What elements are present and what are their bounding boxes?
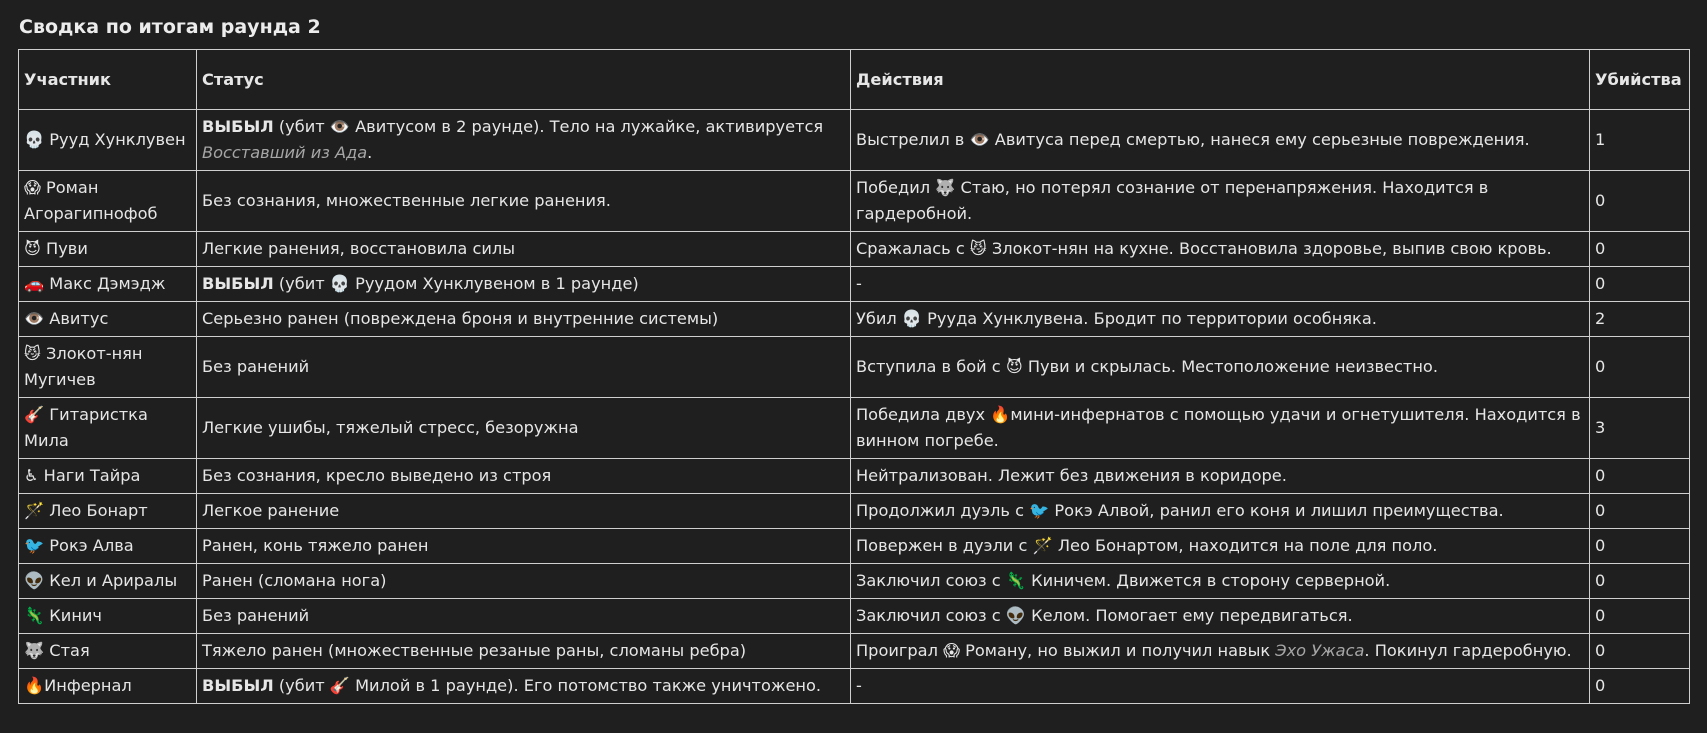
status-cell: [197, 337, 851, 398]
participant-cell: 💀 Рууд Хунклувен: [19, 110, 197, 171]
summary-container: [18, 14, 1690, 704]
participant-cell: 🐦 Рокэ Алва: [19, 529, 197, 564]
column-header-kills: Убийства: [1590, 50, 1690, 110]
status-cell: [197, 267, 851, 302]
actions-cell-segment: -: [856, 676, 862, 695]
kills-cell: 0: [1590, 337, 1690, 398]
actions-cell-segment: Нейтрализован. Лежит без движения в коридоре.: [856, 466, 1287, 485]
actions-cell: [851, 634, 1590, 669]
kills-cell: 0: [1590, 669, 1690, 704]
status-cell: [197, 110, 851, 171]
participant-cell: 😈 Пуви: [19, 232, 197, 267]
table-row: [19, 398, 1690, 459]
table-row: [19, 110, 1690, 171]
actions-cell: [851, 337, 1590, 398]
actions-cell-segment: Сражалась с 😼 Злокот-нян на кухне. Восстановила здоровье, выпив свою кровь.: [856, 239, 1552, 258]
kills-cell: 0: [1590, 529, 1690, 564]
kills-cell: 0: [1590, 459, 1690, 494]
status-cell-segment: Восставший из Ада: [202, 143, 368, 162]
page-title: Сводка по итогам раунда 2: [19, 16, 321, 38]
actions-cell-segment: Вступила в бой с 😈 Пуви и скрылась. Местоположение неизвестно.: [856, 357, 1438, 376]
status-cell: [197, 398, 851, 459]
actions-cell-segment: . Покинул гардеробную.: [1364, 641, 1572, 660]
kills-cell: 0: [1590, 564, 1690, 599]
participant-cell: 🚗 Макс Дэмэдж: [19, 267, 197, 302]
actions-cell-segment: Победила двух 🔥мини-инфернатов с помощью удачи и огнетушителя. Находится в винном погребе.: [856, 405, 1581, 450]
status-cell-segment: Без ранений: [202, 606, 310, 625]
status-cell: [197, 529, 851, 564]
participant-cell: 🎸 Гитаристка Мила: [19, 398, 197, 459]
actions-cell-segment: Заключил союз с 🦎 Киничем. Движется в сторону серверной.: [856, 571, 1391, 590]
status-cell-segment: Серьезно ранен (повреждена броня и внутренние системы): [202, 309, 719, 328]
status-cell-segment: ВЫБЫЛ: [202, 117, 274, 136]
status-cell: [197, 599, 851, 634]
kills-cell: 0: [1590, 599, 1690, 634]
participant-cell: 😱 Роман Агорагипнофоб: [19, 171, 197, 232]
column-header-status: Статус: [197, 50, 851, 110]
table-row: [19, 459, 1690, 494]
status-cell: [197, 634, 851, 669]
participant-cell: 🐺 Стая: [19, 634, 197, 669]
actions-cell: [851, 398, 1590, 459]
status-cell: [197, 564, 851, 599]
participant-cell: 👁️ Авитус: [19, 302, 197, 337]
participant-cell: 🪄 Лео Бонарт: [19, 494, 197, 529]
actions-cell: [851, 302, 1590, 337]
column-header-participant: Участник: [19, 50, 197, 110]
participant-cell: 👽 Кел и Арирaлы: [19, 564, 197, 599]
actions-cell-segment: Эхо Ужаса: [1275, 641, 1365, 660]
status-cell-segment: Легкое ранение: [202, 501, 340, 520]
status-cell-segment: Без ранений: [202, 357, 310, 376]
actions-cell: [851, 110, 1590, 171]
table-header-row: [19, 50, 1690, 110]
actions-cell: [851, 599, 1590, 634]
status-cell-segment: Легкие ранения, восстановила силы: [202, 239, 516, 258]
kills-cell: 3: [1590, 398, 1690, 459]
actions-cell: [851, 529, 1590, 564]
actions-cell-segment: Продолжил дуэль с 🐦 Рокэ Алвой, ранил его коня и лишил преимущества.: [856, 501, 1504, 520]
status-cell-segment: ВЫБЫЛ: [202, 676, 274, 695]
status-cell-segment: Легкие ушибы, тяжелый стресс, безоружна: [202, 418, 579, 437]
status-cell-segment: Без сознания, множественные легкие ранения.: [202, 191, 611, 210]
actions-cell: [851, 564, 1590, 599]
status-cell: [197, 669, 851, 704]
kills-cell: 2: [1590, 302, 1690, 337]
kills-cell: 1: [1590, 110, 1690, 171]
actions-cell-segment: Заключил союз с 👽 Келом. Помогает ему передвигаться.: [856, 606, 1353, 625]
kills-cell: 0: [1590, 232, 1690, 267]
kills-cell: 0: [1590, 634, 1690, 669]
status-cell-segment: Тяжело ранен (множественные резаные раны, сломаны ребра): [202, 641, 747, 660]
table-row: [19, 529, 1690, 564]
actions-cell: [851, 267, 1590, 302]
table-row: [19, 599, 1690, 634]
actions-cell: [851, 669, 1590, 704]
actions-cell-segment: Убил 💀 Рууда Хунклувена. Бродит по территории особняка.: [856, 309, 1377, 328]
status-cell: [197, 171, 851, 232]
actions-cell: [851, 232, 1590, 267]
participant-cell: ♿ Наги Тайра: [19, 459, 197, 494]
column-header-actions: Действия: [851, 50, 1590, 110]
status-cell-segment: (убит 👁️ Авитусом в 2 раунде). Тело на лужайке, активируется: [273, 117, 824, 136]
status-cell-segment: ВЫБЫЛ: [202, 274, 274, 293]
status-cell-segment: (убит 💀 Руудом Хунклувеном в 1 раунде): [273, 274, 639, 293]
kills-cell: 0: [1590, 171, 1690, 232]
participant-cell: 🦎 Кинич: [19, 599, 197, 634]
table-row: [19, 171, 1690, 232]
status-cell: [197, 494, 851, 529]
status-cell-segment: Ранен (сломана нога): [202, 571, 387, 590]
table-body: [19, 110, 1690, 704]
participant-cell: 🔥Инфернал: [19, 669, 197, 704]
actions-cell-segment: Повержен в дуэли с 🪄 Лео Бонартом, находится на поле для поло.: [856, 536, 1438, 555]
status-cell: [197, 459, 851, 494]
table-row: [19, 267, 1690, 302]
kills-cell: 0: [1590, 267, 1690, 302]
status-cell: [197, 232, 851, 267]
table-row: [19, 494, 1690, 529]
table-row: [19, 337, 1690, 398]
table-row: [19, 302, 1690, 337]
table-row: [19, 669, 1690, 704]
status-cell-segment: Ранен, конь тяжело ранен: [202, 536, 429, 555]
table-row: [19, 564, 1690, 599]
table-row: [19, 634, 1690, 669]
actions-cell-segment: Выстрелил в 👁️ Авитуса перед смертью, нанеся ему серьезные повреждения.: [856, 130, 1530, 149]
kills-cell: 0: [1590, 494, 1690, 529]
actions-cell: [851, 494, 1590, 529]
status-cell-segment: (убит 🎸 Милой в 1 раунде). Его потомство также уничтожено.: [273, 676, 822, 695]
round-summary-table: [18, 49, 1690, 704]
table-row: [19, 232, 1690, 267]
actions-cell-segment: Проиграл 😱 Роману, но выжил и получил навык: [856, 641, 1276, 660]
actions-cell-segment: Победил 🐺 Стаю, но потерял сознание от перенапряжения. Находится в гардеробной.: [856, 178, 1489, 223]
actions-cell-segment: -: [856, 274, 862, 293]
actions-cell: [851, 459, 1590, 494]
participant-cell: 😼 Злокот-нян Мугичев: [19, 337, 197, 398]
status-cell: [197, 302, 851, 337]
actions-cell: [851, 171, 1590, 232]
status-cell-segment: .: [367, 143, 373, 162]
status-cell-segment: Без сознания, кресло выведено из строя: [202, 466, 552, 485]
